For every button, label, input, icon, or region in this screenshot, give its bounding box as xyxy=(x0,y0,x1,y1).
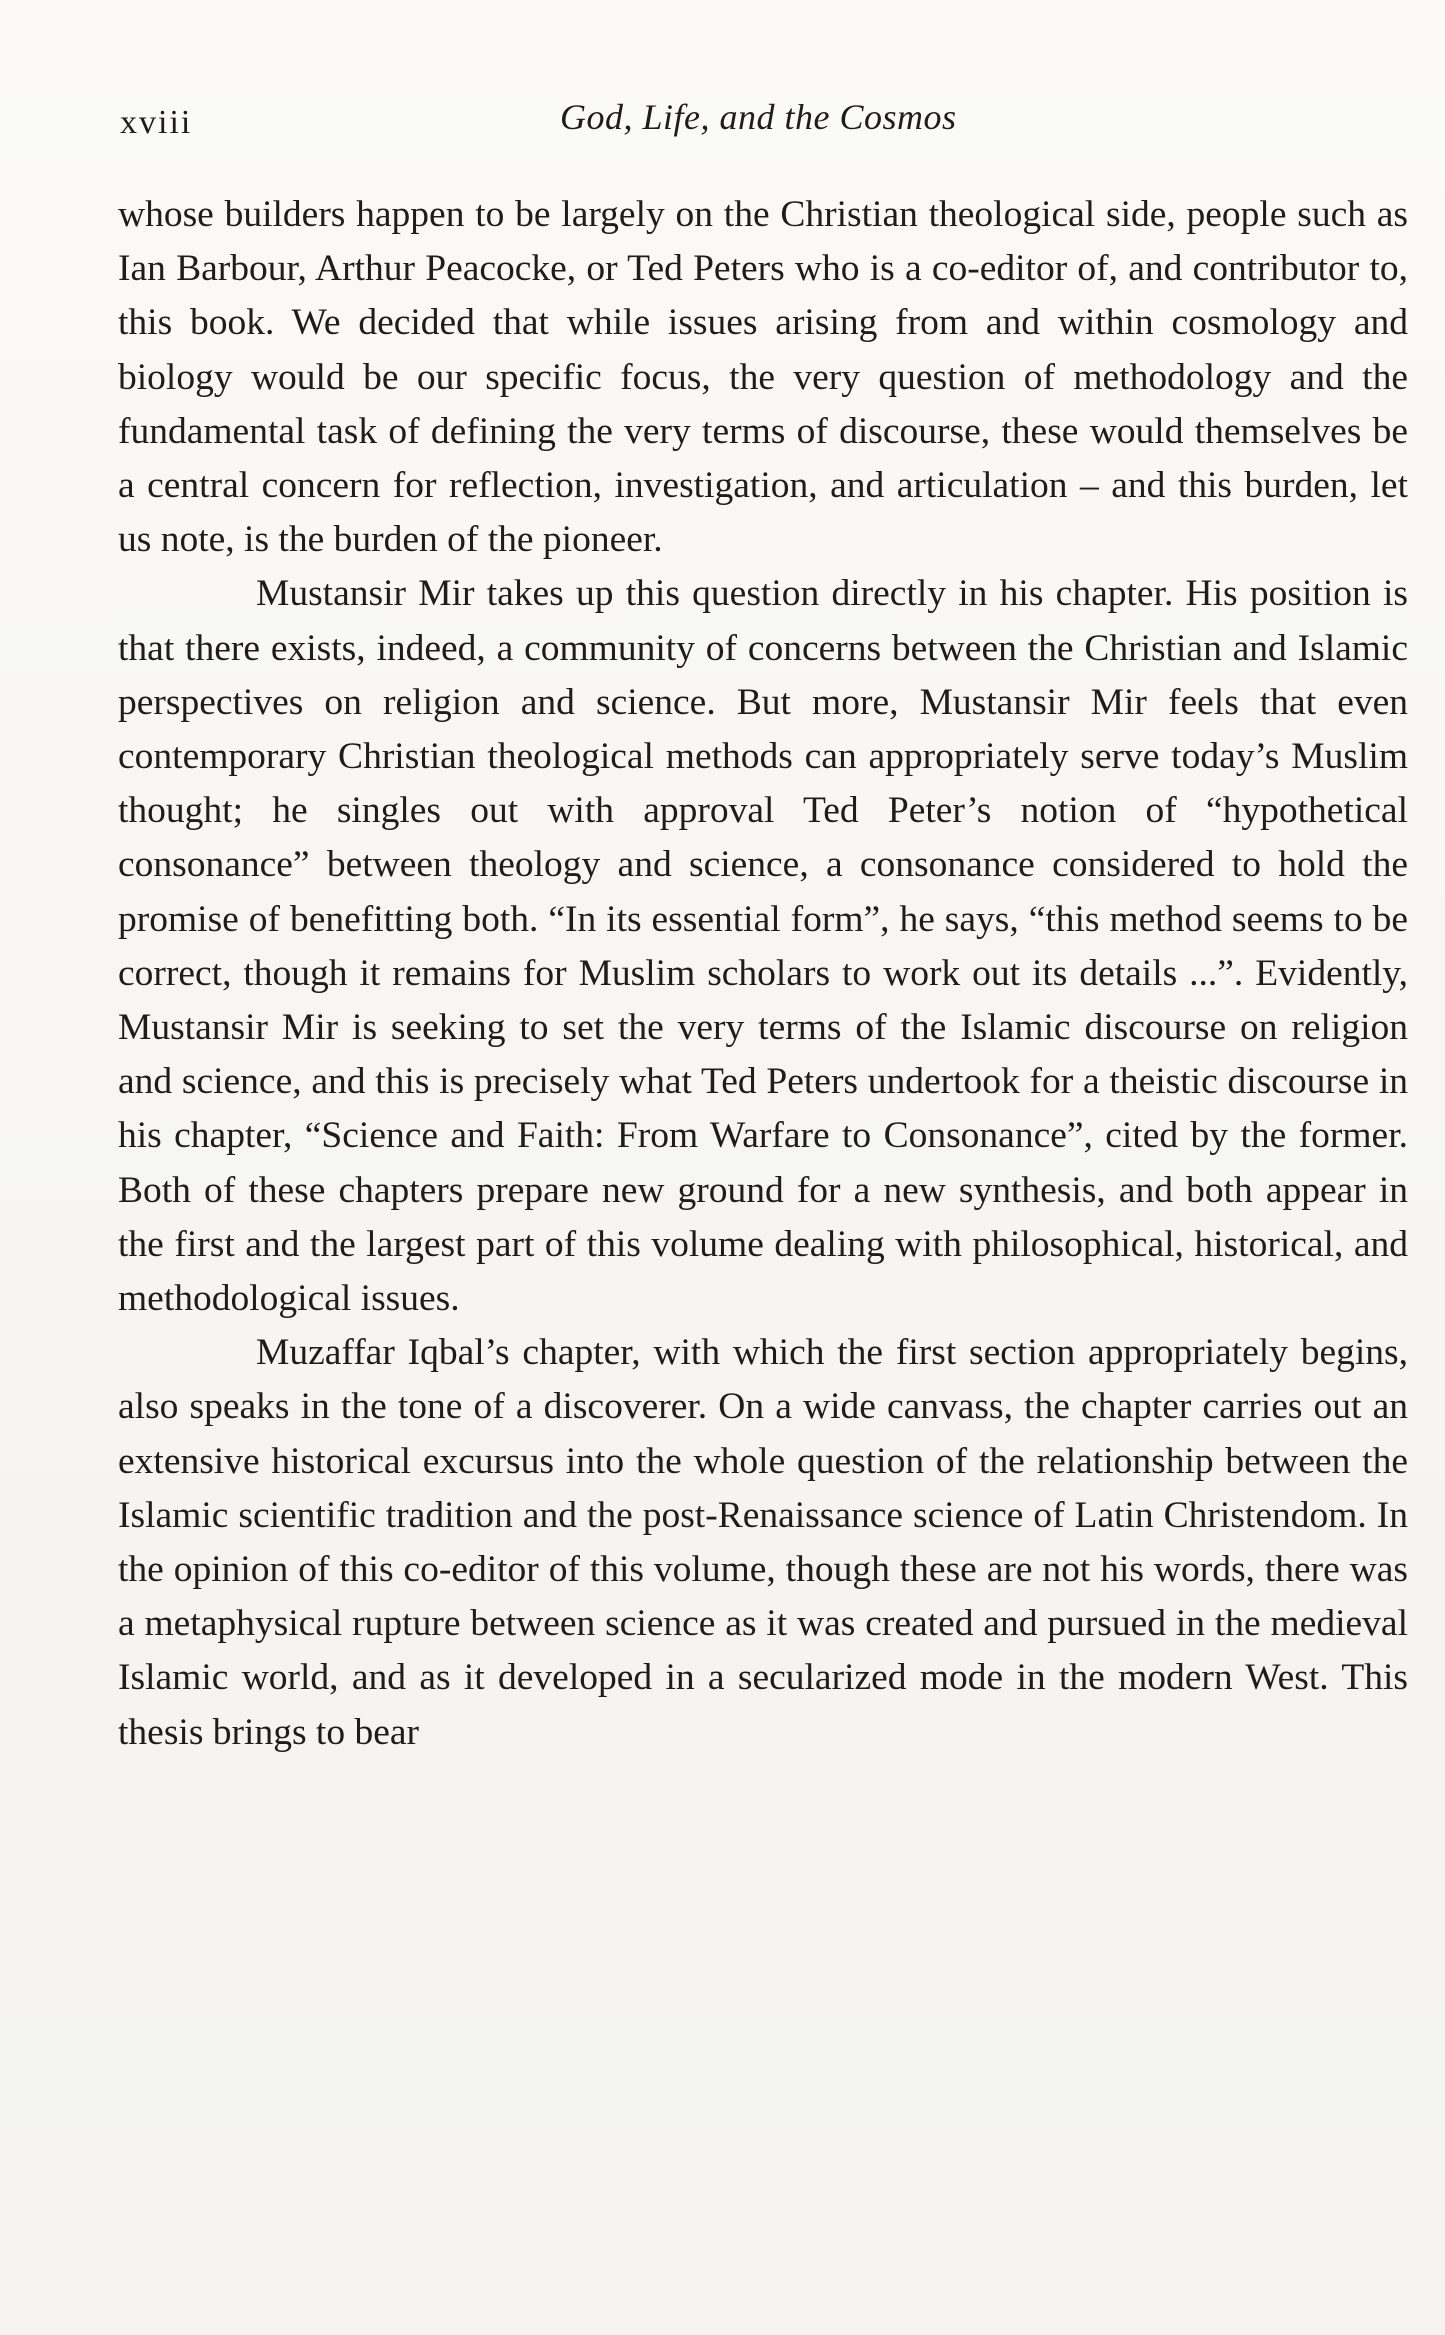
running-head xyxy=(120,96,1385,166)
book-title: God, Life, and the Cosmos xyxy=(560,97,957,137)
paragraph-continued: whose builders happen to be largely on the Christian theological side, people such as Ian Barbour, Arthur Peacocke, or Ted Peters who is a co-editor of, and contributor to, this book. We decided that while issues arising from and within cosmology and biology would be our specific focus, the very question of methodology and the fundamental task of defining the very terms of discourse, these would themselves be a central concern for reflection, investigation, and articulation – and this burden, let us note, is the burden of the pioneer. xyxy=(118,194,1408,561)
paragraph-muzaffar-iqbal: Muzaffar Iqbal’s chapter, with which the first section appropriately begins, also speaks in the tone of a discoverer. On a wide canvass, the chapter carries out an extensive historical excursus into the whole question of the relationship between the Islamic scientific tradition and the post-Renaissance science of Latin Christendom. In the opinion of this co-editor of this volume, though these are not his words, there was a metaphysical rupture between science as it was created and pursued in the medieval Islamic world, and as it developed in a secularized mode in the modern West. This thesis brings to bear xyxy=(118,1332,1408,1753)
body-text xyxy=(118,188,1408,1760)
page-number: xviii xyxy=(120,104,193,141)
paragraph-mustansir-mir: Mustansir Mir takes up this question directly in his chapter. His position is that there exists, indeed, a community of concerns between the Christian and Islamic perspectives on religion and science. But more, Mustansir Mir feels that even contemporary Christian theological methods can appropriately serve today’s Muslim thought; he singles out with approval Ted Peter’s notion of “hypothetical consonance” between theology and science, a consonance considered to hold the promise of benefitting both. “In its essential form”, he says, “this method seems to be correct, though it remains for Muslim scholars to work out its details ...”. Evidently, Mustansir Mir is seeking to set the very terms of the Islamic discourse on religion and science, and this is precisely what Ted Peters undertook for a theistic discourse in his chapter, “Science and Faith: From Warfare to Consonance”, cited by the former. Both of these chapters prepare new ground for a new synthesis, and both appear in the first and the largest part of this volume dealing with philosophical, historical, and methodological issues. xyxy=(118,573,1408,1320)
